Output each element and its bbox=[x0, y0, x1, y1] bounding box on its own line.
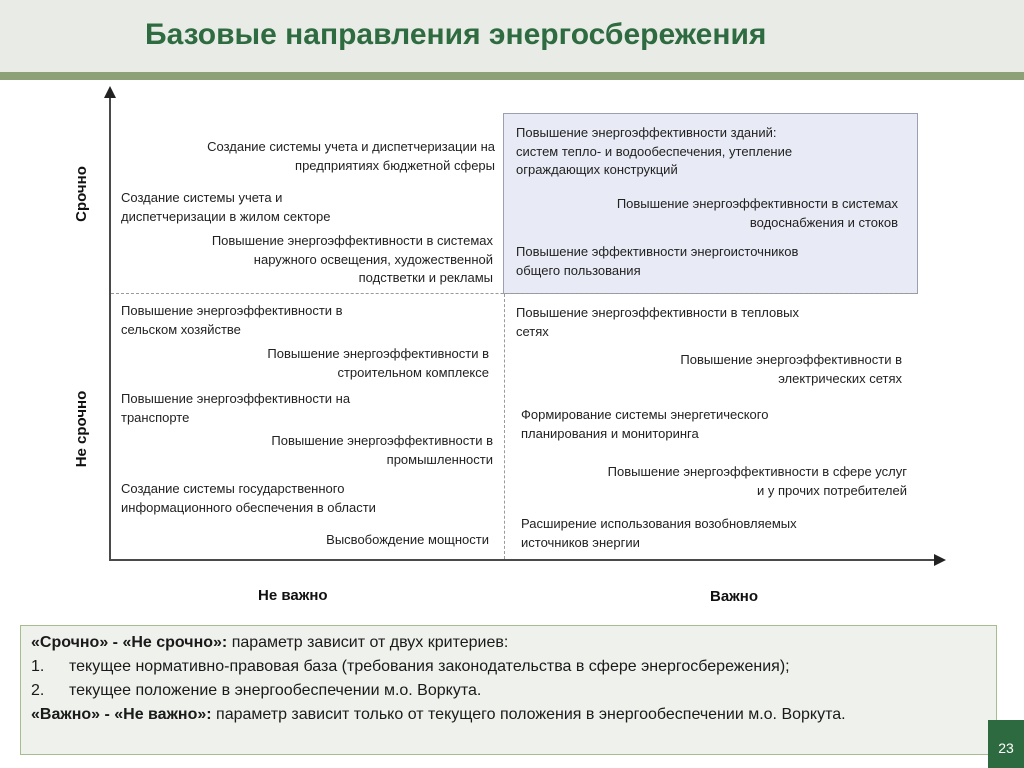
note-line-urgency: «Срочно» - «Не срочно»: параметр зависит от двух критериев: bbox=[31, 634, 509, 651]
direction-item: Создание системы учета и диспетчеризации в жилом секторе bbox=[121, 190, 331, 224]
direction-item: Повышение энергоэффективности в сфере услуг и у прочих потребителей bbox=[607, 464, 907, 498]
direction-item: Повышение энергоэффективности в строительном комплексе bbox=[267, 346, 489, 380]
direction-item: Повышение энергоэффективности на транспорте bbox=[121, 391, 351, 425]
page-title: Базовые направления энергосбережения bbox=[145, 18, 767, 51]
direction-item: Повышение энергоэффективности в сельском хозяйстве bbox=[121, 303, 343, 337]
direction-item: Создание системы учета и диспетчеризации на предприятиях бюджетной сферы bbox=[207, 139, 495, 173]
header-bar bbox=[0, 72, 1024, 80]
direction-item: Расширение использования возобновляемых источников энергии bbox=[521, 516, 797, 550]
explanation-note bbox=[20, 625, 997, 755]
direction-item: Повышение энергоэффективности в системах наружного освещения, художественной подстветки и рекламы bbox=[211, 233, 493, 285]
horizontal-divider bbox=[111, 293, 918, 294]
note-list-item: 1. текущее нормативно-правовая база (требования законодательства в сфере энергосбережения); bbox=[31, 658, 790, 675]
note-line-importance: «Важно» - «Не важно»: параметр зависит только от текущего положения в энергообеспечении м.о. Воркута. bbox=[31, 706, 846, 723]
axis-label-not-urgent: Не срочно bbox=[73, 390, 90, 468]
axis-label-not-important: Не важно bbox=[258, 587, 328, 604]
axis-label-urgent: Срочно bbox=[73, 166, 90, 222]
page-number: 23 bbox=[998, 740, 1014, 756]
direction-item: Повышение эффективности энергоисточников общего пользования bbox=[516, 244, 799, 278]
direction-item: Повышение энергоэффективности зданий: систем тепло- и водообеспечения, утепление ограждающих конструкций bbox=[516, 125, 793, 177]
direction-item: Повышение энергоэффективности в промышленности bbox=[271, 433, 493, 467]
direction-item: Создание системы государственного информационного обеспечения в области bbox=[121, 481, 376, 515]
direction-item: Повышение энергоэффективности в электрических сетях bbox=[680, 352, 902, 386]
y-axis bbox=[109, 92, 111, 560]
axis-label-important: Важно bbox=[710, 588, 759, 605]
x-axis bbox=[109, 559, 937, 561]
direction-item: Высвобождение мощности bbox=[326, 532, 489, 547]
vertical-divider bbox=[504, 294, 505, 559]
note-list-item: 2. текущее положение в энергообеспечении м.о. Воркута. bbox=[31, 682, 482, 699]
x-axis-arrow-icon bbox=[934, 554, 946, 566]
direction-item: Повышение энергоэффективности в системах водоснабжения и стоков bbox=[616, 196, 898, 230]
direction-item: Повышение энергоэффективности в тепловых сетях bbox=[516, 305, 799, 339]
direction-item: Формирование системы энергетического планирования и мониторинга bbox=[521, 407, 769, 441]
y-axis-arrow-icon bbox=[104, 86, 116, 98]
